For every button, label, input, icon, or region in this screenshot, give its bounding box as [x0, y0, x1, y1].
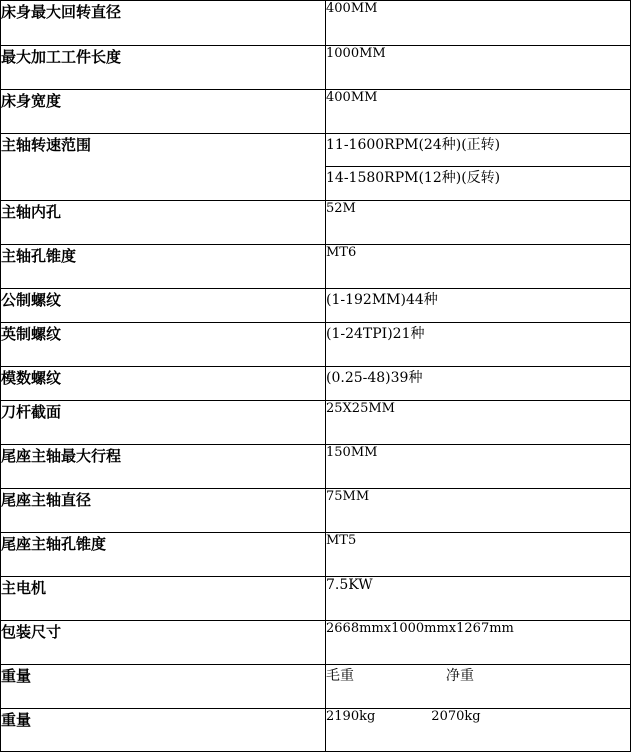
row-value: (1-24TPI)21种: [326, 323, 631, 367]
row-label: 主轴内孔: [1, 201, 326, 245]
row-value: 400MM: [326, 1, 631, 46]
table-row: [1, 489, 631, 533]
table-row: [1, 289, 631, 323]
table-row: [1, 134, 631, 167]
row-value: 400MM: [326, 90, 631, 134]
table-row: [1, 533, 631, 577]
row-label: 主轴转速范围: [1, 134, 326, 201]
row-label: 床身宽度: [1, 90, 326, 134]
row-label: 床身最大回转直径: [1, 1, 326, 46]
gross-weight-label: 毛重: [326, 668, 354, 684]
row-value: 52M: [326, 201, 631, 245]
row-value: MT5: [326, 533, 631, 577]
gross-weight-value: 2190kg: [326, 709, 376, 724]
table-row: [1, 201, 631, 245]
table-row: [1, 367, 631, 401]
net-weight-label: 净重: [446, 668, 474, 684]
row-label: 尾座主轴最大行程: [1, 445, 326, 489]
row-label: 英制螺纹: [1, 323, 326, 367]
row-value: 25X25MM: [326, 401, 631, 445]
row-label: 主电机: [1, 577, 326, 621]
row-label: 模数螺纹: [1, 367, 326, 401]
row-label: 尾座主轴孔锥度: [1, 533, 326, 577]
row-value: 150MM: [326, 445, 631, 489]
table-row: [1, 445, 631, 489]
row-label: 最大加工工件长度: [1, 46, 326, 90]
row-label: 主轴孔锥度: [1, 245, 326, 289]
row-value: [326, 665, 631, 709]
table-row: [1, 621, 631, 665]
row-value: 1000MM: [326, 46, 631, 90]
table-row: [1, 401, 631, 445]
row-value: [326, 709, 631, 752]
net-weight-value: 2070kg: [431, 709, 481, 724]
row-label: 重量: [1, 665, 326, 709]
row-value: 11-1600RPM(24种)(正转): [326, 134, 631, 167]
table-row: [1, 323, 631, 367]
row-value: (0.25-48)39种: [326, 367, 631, 401]
table-row: [1, 665, 631, 709]
row-label: 刀杆截面: [1, 401, 326, 445]
row-label: 公制螺纹: [1, 289, 326, 323]
table-row: [1, 90, 631, 134]
table-row: [1, 577, 631, 621]
table-row: [1, 709, 631, 752]
table-row: [1, 46, 631, 90]
row-value: 75MM: [326, 489, 631, 533]
table-row: [1, 245, 631, 289]
row-value: 7.5KW: [326, 577, 631, 621]
row-value: MT6: [326, 245, 631, 289]
row-label: 包装尺寸: [1, 621, 326, 665]
row-label: 重量: [1, 709, 326, 752]
row-value: 2668mmx1000mmx1267mm: [326, 621, 631, 665]
table-row: [1, 1, 631, 46]
row-value-secondary: 14-1580RPM(12种)(反转): [326, 167, 631, 201]
row-label: 尾座主轴直径: [1, 489, 326, 533]
row-value: (1-192MM)44种: [326, 289, 631, 323]
